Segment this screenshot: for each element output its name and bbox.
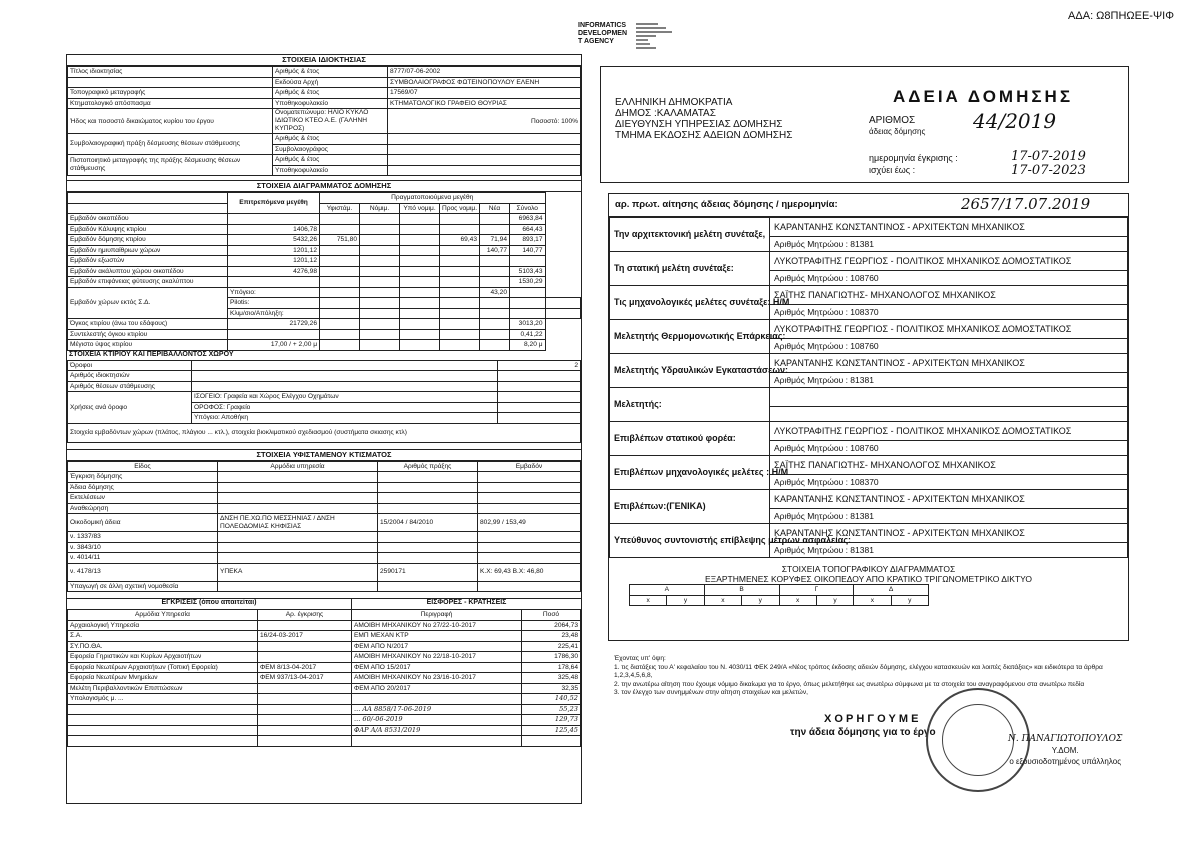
approvals-table: Αρμόδια Υπηρεσία Αρ. έγκρισης Περιγραφή Ποσό Αρχαιολογική Υπηρεσία ΑΜΟΙΒΗ ΜΗΧΑΝΙΚΟΥ Νο 27/22-10-2017 2064,73 Σ.Α. 16/24-03-2017 ΕΜΠ ΜΕΧΑΝ ΚΤΡ 23,48 ΣΥ.ΠΟ.ΘΑ. ΦΕΜ ΑΠΟ Ν/2017 225,41 Εφορεία Γηριστικών και Κυρίων Αρχαιοτήτων ΑΜΟΙΒΗ ΜΗΧΑΝΙΚΟΥ Νο 22/18-10-2017 1786,30 Εφορεία Νεωτέρων Αρχαιοτήτων (Τοπική Εφορεία) ΦΕΜ 8/13-04-2017 ΦΕΜ ΑΠΟ 15/2017 178,64 Εφορεία Νεωτέρων Μνημείων ΦΕΜ 937/13-04-2017 ΑΜΟΙΒΗ ΜΗΧΑΝΙΚΟΥ Νο 23/16-10-2017 325,48 Μελέτη Περιβαλλοντικών Επιπτώσεων ΦΕΜ ΑΠΟ 20/2017 32,35 Υπολογισμός μ. ... 140,52 ... ΑΑ 8858/17-06-2019 55,23 ... 60/-06-2019 129,73 ΦΑΡ Α/Α 8531/2019 125,45 [67, 609, 581, 747]
topo-subtitle: ΕΞΑΡΤΗΜΕΝΕΣ ΚΟΡΥΦΕΣ ΟΙΚΟΠΕΔΟΥ ΑΠΟ ΚΡΑΤΙΚΟ ΤΡΙΓΩΝΟΜΕΤΡΙΚΟ ΔΙΚΤΥΟ [705, 574, 1032, 584]
permit-number-label: ΑΡΙΘΜΟΣ άδειας δόμησης [869, 115, 926, 136]
table-row: Μέγιστο ύψος κτιρίου 17,00 / + 2,00 μ 8,20 μ [68, 340, 581, 351]
engineer-row [610, 490, 1128, 509]
engineer-name: ΣΑΪΤΗΣ ΠΑΝΑΓΙΩΤΗΣ- ΜΗΧΑΝΟΛΟΓΟΣ ΜΗΧΑΝΙΚΟΣ [770, 286, 1128, 305]
table-row: Υπαγωγή σε άλλη σχετική νομοθεσία [68, 581, 581, 592]
valid-date: 17-07-2023 [1011, 163, 1086, 178]
engineer-name: ΣΑΪΤΗΣ ΠΑΝΑΓΙΩΤΗΣ- ΜΗΧΑΝΟΛΟΓΟΣ ΜΗΧΑΝΙΚΟΣ [770, 456, 1128, 475]
engineer-registry: Αριθμός Μητρώου : 108370 [770, 305, 1128, 320]
engineer-row [610, 456, 1128, 475]
engineer-role: Τη στατική μελέτη συνέταξε: [610, 252, 770, 286]
table-row: ν. 4014/11 [68, 553, 581, 564]
table-row: Εκτελέσεων [68, 493, 581, 504]
table-row: Κλιμ/σιο/Απόληξη: [68, 308, 581, 319]
engineer-name [770, 388, 1128, 407]
table-row: Όροφοι 2 [68, 360, 581, 371]
table-row [68, 736, 581, 747]
engineer-row [610, 218, 1128, 237]
table-row: Εμβαδόν ημιυπαίθριων χώρων 1201,12 140,77 140,77 [68, 245, 581, 256]
engineer-registry: Αριθμός Μητρώου : 81381 [770, 509, 1128, 524]
table-row: Αρχαιολογική Υπηρεσία ΑΜΟΙΒΗ ΜΗΧΑΝΙΚΟΥ Νο 27/22-10-2017 2064,73 [68, 620, 581, 631]
ownership-title: ΣΤΟΙΧΕΙΑ ΙΔΙΟΚΤΗΣΙΑΣ [67, 55, 581, 66]
table-row: Σ.Α. 16/24-03-2017 ΕΜΠ ΜΕΧΑΝ ΚΤΡ 23,48 [68, 631, 581, 642]
table-row: ΦΑΡ Α/Α 8531/2019 125,45 [68, 725, 581, 736]
left-panel [66, 54, 582, 804]
engineer-row [610, 354, 1128, 373]
diagram-title: ΣΤΟΙΧΕΙΑ ΔΙΑΓΡΑΜΜΑΤΟΣ ΔΟΜΗΣΗΣ [67, 180, 581, 192]
engineer-role: Την αρχιτεκτονική μελέτη συνέταξε, [610, 218, 770, 252]
approval-date: 17-07-2019 [1011, 149, 1086, 164]
informatics-logo: INFORMATICS DEVELOPMEN T AGENCY [578, 22, 628, 45]
engineer-row [610, 286, 1128, 305]
engineer-role: Μελετητής: [610, 388, 770, 422]
engineer-role: Επιβλέπων στατικού φορέα: [610, 422, 770, 456]
permit-header-box [600, 66, 1129, 183]
table-row: Εφορεία Νεωτέρων Αρχαιοτήτων (Τοπική Εφορεία) ΦΕΜ 8/13-04-2017 ΦΕΜ ΑΠΟ 15/2017 178,64 [68, 662, 581, 673]
grant-sub: την άδεια δόμησης για το έργο [790, 727, 936, 738]
table-row: Υπόγειο: Αποθήκη [68, 413, 581, 424]
table-row: Εμβαδόν δόμησης κτιρίου 5432,26 751,80 69,43 71,94 893,17 [68, 235, 581, 246]
engineers-table [609, 217, 1128, 558]
engineer-registry: Αριθμός Μητρώου : 108760 [770, 271, 1128, 286]
table-row: Ήδος και ποσοστό δικαιώματος κυρίου του έργου Ονοματεπώνυμο: ΗΛΙΟ ΚΥΚΛΟ ΙΔΙΩΤΙΚΟ ΚΤΕΟ Α.Ε. (ΓΑΛΗΝΗ ΚΥΠΡΟΣ) Ποσοστό: 100% [68, 109, 581, 134]
engineer-role: Επιβλέπων:(ΓΕΝΙΚΑ) [610, 490, 770, 524]
engineer-registry: Αριθμός Μητρώου : 108760 [770, 339, 1128, 354]
engineer-role: Υπεύθυνος συντονιστής επίβλεψης μέτρων ασφαλείας: [610, 524, 770, 558]
engineer-registry: Αριθμός Μητρώου : 81381 [770, 237, 1128, 252]
engineer-row [610, 524, 1128, 543]
table-row: Pilotis: [68, 298, 581, 309]
permitted-header: Επιτρεπόμενα μεγέθη [228, 193, 320, 214]
table-row: ΟΡΟΦΟΣ: Γραφείο [68, 402, 581, 413]
table-row: Έγκριση δόμησης [68, 472, 581, 483]
engineer-row [610, 252, 1128, 271]
table-row: ν. 3843/10 [68, 542, 581, 553]
engineer-role: Επιβλέπων μηχανολογικές μελέτες : Η/Μ [610, 456, 770, 490]
table-row: Όγκος κτιρίου (άνω του εδάφους) 21729,26 3013,20 [68, 319, 581, 330]
valid-date-label: ισχύει έως : [869, 165, 916, 175]
table-row: ΣΥ.ΠΟ.ΘΑ. ΦΕΜ ΑΠΟ Ν/2017 225,41 [68, 641, 581, 652]
topo-title: ΣΤΟΙΧΕΙΑ ΤΟΠΟΓΡΑΦΙΚΟΥ ΔΙΑΓΡΑΜΜΑΤΟΣ [781, 564, 956, 574]
table-row: Εμβαδόν επιφάνειας φύτευσης ακαλύπτου 1530,29 [68, 277, 581, 288]
table-row: Οικοδομική άδεια ΔΝΣΗ ΠΕ.ΧΩ.ΠΟ ΜΕΣΣΗΝΙΑΣ / ΔΝΣΗ ΠΟΛΕΟΔΟΜΙΑΣ ΚΗΦΙΣΙΑΣ 15/2004 / 84/2010 802,99 / 153,49 [68, 514, 581, 532]
topo-table: Α Β Γ Δ x y x y x y x y [629, 584, 929, 606]
diagram-table: Επιτρεπόμενα μεγέθη Πραγματοποιούμενα μεγέθη Υφιστάμ. Νόμιμ. Υπό νομιμ. Προς νομιμ. Νέα Σύνολο Εμβαδόν οικοπέδου 6963,84 Εμβαδόν Κάλυψης κτιρίου 1406,78 664,43 Εμβαδόν δόμησης κτιρίου 5432,26 751,80 69,43 71,94 893,17 Εμβαδόν ημιυπαίθριων χώρων 1201,12 140,77 140,77 Εμβαδόν εξωστών 1201,12 Εμβαδόν ακάλυπτου χώρου οικοπέδου 4276,98 5103,43 Εμβαδόν επιφάνειας φύτευσης ακαλύπτου 1530,29 Εμβαδόν χώρων εκτός Σ.Δ. Υπόγειο: 43,20 Pilotis: Κλιμ/σιο/Απόληξη: Όγκος κτιρίου (άνω του εδάφους) 21729,26 3013,20 Συντελεστής όγκου κτιρίου 0,41,22 Μέγιστο ύψος κτιρίου 17,00 / + 2,00 μ 8,20 μ [67, 192, 581, 351]
table-row: Εμβαδόν Κάλυψης κτιρίου 1406,78 664,43 [68, 224, 581, 235]
engineer-registry: Αριθμός Μητρώου : 81381 [770, 373, 1128, 388]
ada-code: ΑΔΑ: Ω8ΠΗΩΕΕ-ΨΙΦ [1068, 10, 1174, 22]
table-row: Εμβαδόν ακάλυπτου χώρου οικοπέδου 4276,98 5103,43 [68, 266, 581, 277]
table-row: Μελέτη Περιβαλλοντικών Επιπτώσεων ΦΕΜ ΑΠΟ 20/2017 32,35 [68, 683, 581, 694]
table-row: Τίτλος ιδιοκτησίας Αριθμός & έτος 8777/07-06-2002 [68, 67, 581, 78]
table-row: Στοιχεία εμβαδόντων χώρων (πλάτος, πλάγιου ... κτλ.), στοιχεία βιοκλιματικού σχεδιασμού (συστήματα σκιασης κτλ) [68, 423, 581, 442]
engineer-role: Τις μηχανολογικές μελέτες συνέταξε: Η/Μ [610, 286, 770, 320]
engineer-name: ΚΑΡΑΝΤΑΝΗΣ ΚΩΝΣΤΑΝΤΙΝΟΣ - ΑΡΧΙΤΕΚΤΩΝ ΜΗΧΑΝΙΚΟΣ [770, 490, 1128, 509]
approvals-header: ΕΓΚΡΙΣΕΙΣ (όπου απαιτείται) ΕΙΣΦΟΡΕΣ - ΚΡΑΤΗΣΕΙΣ [67, 598, 581, 609]
engineer-registry: Αριθμός Μητρώου : 81381 [770, 543, 1128, 558]
existing-table: Είδος Αρμόδια υπηρεσία Αριθμός πράξης Εμβαδόν Έγκριση δόμησης Άδεια δόμησης Εκτελέσεων Αναθεώρηση Οικοδομική άδεια ΔΝΣΗ ΠΕ.ΧΩ.ΠΟ ΜΕΣΣΗΝΙΑΣ / ΔΝΣΗ ΠΟΛΕΟΔΟΜΙΑΣ ΚΗΦΙΣΙΑΣ 15/2004 / 84/2010 802,99 / 153,49 ν. 1337/83 ν. 3843/10 ν. 4014/11 ν. 4178/13 ΥΠΕΚΑ 2590171 Κ.Χ: 69,43 Β.Χ: 46,80 Υπαγωγή σε άλλη σχετική νομοθεσία [67, 461, 581, 593]
engineer-row [610, 422, 1128, 441]
table-row: Εφορεία Νεωτέρων Μνημείων ΦΕΜ 937/13-04-2017 ΑΜΟΙΒΗ ΜΗΧΑΝΙΚΟΥ Νο 23/16-10-2017 325,48 [68, 673, 581, 684]
space-title: ΣΤΟΙΧΕΙΑ ΚΤΙΡΙΟΥ ΚΑΙ ΠΕΡΙΒΑΛΛΟΝΤΟΣ ΧΩΡΟΥ [69, 350, 234, 358]
table-row: Άδεια δόμησης [68, 482, 581, 493]
approval-date-label: ημερομηνία έγκρισης : [869, 153, 958, 163]
engineer-registry: Αριθμός Μητρώου : 108370 [770, 475, 1128, 490]
space-table [67, 360, 581, 443]
existing-header: Πραγματοποιούμενα μεγέθη [320, 193, 546, 204]
engineer-name: ΛΥΚΟΤΡΑΦΙΤΗΣ ΓΕΩΡΓΙΟΣ - ΠΟΛΙΤΙΚΟΣ ΜΗΧΑΝΙΚΟΣ ΔΟΜΟΣΤΑΤΙΚΟΣ [770, 422, 1128, 441]
existing-title: ΣΤΟΙΧΕΙΑ ΥΦΙΣΤΑΜΕΝΟΥ ΚΤΙΣΜΑΤΟΣ [67, 449, 581, 461]
table-row: Αριθμός ιδιοκτησιών [68, 371, 581, 382]
table-row: Πιστοποιητικό μεταγραφής της πράξης δέσμευσης θέσεων στάθμευσης Αριθμός & έτος [68, 155, 581, 166]
table-row: Συμβολαιογράφος [68, 144, 581, 155]
signature-block: Ν. ΠΑΝΑΓΙΩΤΟΠΟΥΛΟΣ Υ.ΔΟΜ. ο εξουσιοδοτημένος υπάλληλος [1008, 734, 1123, 766]
engineers-box [608, 193, 1129, 641]
logo-fine-print [636, 22, 696, 50]
permit-title: ΑΔΕΙΑ ΔΟΜΗΣΗΣ [893, 87, 1074, 106]
engineer-row [610, 388, 1128, 407]
protocol-label: αρ. πρωτ. αίτησης άδειας δόμησης / ημερομηνία: [615, 199, 838, 210]
engineer-registry [770, 407, 1128, 422]
table-row: ν. 1337/83 [68, 532, 581, 543]
grant-heading: Χ Ο Ρ Η Γ Ο Υ Μ Ε [824, 713, 919, 725]
table-row: ... ΑΑ 8858/17-06-2019 55,23 [68, 704, 581, 715]
engineer-name: ΚΑΡΑΝΤΑΝΗΣ ΚΩΝΣΤΑΝΤΙΝΟΣ - ΑΡΧΙΤΕΚΤΩΝ ΜΗΧΑΝΙΚΟΣ [770, 354, 1128, 373]
table-row: Εμβαδόν εξωστών 1201,12 [68, 256, 581, 267]
engineer-name: ΛΥΚΟΤΡΑΦΙΤΗΣ ΓΕΩΡΓΙΟΣ - ΠΟΛΙΤΙΚΟΣ ΜΗΧΑΝΙΚΟΣ ΔΟΜΟΣΤΑΤΙΚΟΣ [770, 252, 1128, 271]
engineer-row [610, 320, 1128, 339]
table-row: Συμβολαιογραφική πράξη δέσμευσης θέσεων στάθμευσης Αριθμός & έτος [68, 134, 581, 145]
table-row: Χρήσεις ανά όροφο ΙΣΟΓΕΙΟ: Γραφεία και Χώρος Ελέγχου Οχημάτων [68, 392, 581, 403]
table-row: Εκδούσα Αρχή ΣΥΜΒΟΛΑΙΟΓΡΑΦΟΣ ΦΩΤΕΙΝΟΠΟΥΛΟΥ ΕΛΕΝΗ [68, 77, 581, 88]
engineer-name: ΛΥΚΟΤΡΑΦΙΤΗΣ ΓΕΩΡΓΙΟΣ - ΠΟΛΙΤΙΚΟΣ ΜΗΧΑΝΙΚΟΣ ΔΟΜΟΣΤΑΤΙΚΟΣ [770, 320, 1128, 339]
table-row: Αναθεώρηση [68, 503, 581, 514]
table-row: Εμβαδόν οικοπέδου 6963,84 [68, 214, 581, 225]
footer-text: Έχοντας υπ' όψη: 1. τις διατάξεις του Α' κεφαλαίου του Ν. 4030/11 ΦΕΚ 249/Α «Νέος τρόπος έκδοσης αδειών δόμησης, ελέγχου κατασκευών και λοιπές διατάξεις» και ειδικότερα τα άρθρα 1,2,3,4,5,6,8, 2. την ανωτέρω αίτηση που έχουμε νόμιμο δικαίωμα για το έργο, όπως μελετήθηκε ως ανωτέρω σύμφωνα με τα στοιχεία του αναγραφόμενου στα ανωτέρω πεδία 3. τον έλεγχο των συνημμένων στην αίτηση στοιχείων και μελετών, [614, 655, 1103, 696]
table-row: Εφορεία Γηριστικών και Κυρίων Αρχαιοτήτων ΑΜΟΙΒΗ ΜΗΧΑΝΙΚΟΥ Νο 22/18-10-2017 1786,30 [68, 652, 581, 663]
table-row: Υπολογισμός μ. ... 140,52 [68, 694, 581, 705]
table-row: ... 60/-06-2019 129,73 [68, 715, 581, 726]
authority-block: ΕΛΛΗΝΙΚΗ ΔΗΜΟΚΡΑΤΙΑ ΔΗΜΟΣ :ΚΑΛΑΜΑΤΑΣ ΔΙΕΥΘΥΝΣΗ ΥΠΗΡΕΣΙΑΣ ΔΟΜΗΣΗΣ ΤΜΗΜΑ ΕΚΔΟΣΗΣ ΑΔΕΙΩΝ ΔΟΜΗΣΗΣ [615, 97, 793, 141]
table-row: ν. 4178/13 ΥΠΕΚΑ 2590171 Κ.Χ: 69,43 Β.Χ: 46,80 [68, 563, 581, 581]
table-row: Κτηματολογικό απόσπασμα Υποθηκοφυλακείο ΚΤΗΜΑΤΟΛΟΓΙΚΟ ΓΡΑΦΕΙΟ ΘΟΥΡΙΑΣ [68, 98, 581, 109]
engineer-role: Μελετητής Υδραυλικών Εγκαταστάσεων: [610, 354, 770, 388]
ownership-table [67, 66, 581, 176]
table-row: Αριθμός θέσεων στάθμευσης [68, 381, 581, 392]
table-row: Υποθηκοφυλακείο [68, 165, 581, 176]
engineer-registry: Αριθμός Μητρώου : 108760 [770, 441, 1128, 456]
table-row: Τοπογραφικό μεταγραφής Αριθμός & έτος 17569/07 [68, 88, 581, 99]
permit-number: 44/2019 [973, 109, 1057, 133]
protocol-row [609, 194, 1128, 217]
engineer-name: ΚΑΡΑΝΤΑΝΗΣ ΚΩΝΣΤΑΝΤΙΝΟΣ - ΑΡΧΙΤΕΚΤΩΝ ΜΗΧΑΝΙΚΟΣ [770, 218, 1128, 237]
protocol-value: 2657/17.07.2019 [961, 195, 1091, 213]
table-row: Συντελεστής όγκου κτιρίου 0,41,22 [68, 329, 581, 340]
engineer-name: ΚΑΡΑΝΤΑΝΗΣ ΚΩΝΣΤΑΝΤΙΝΟΣ - ΑΡΧΙΤΕΚΤΩΝ ΜΗΧΑΝΙΚΟΣ [770, 524, 1128, 543]
engineer-role: Μελετητής Θερμομονωτικής Επάρκειας: [610, 320, 770, 354]
table-row: Εμβαδόν χώρων εκτός Σ.Δ. Υπόγειο: 43,20 [68, 287, 581, 298]
